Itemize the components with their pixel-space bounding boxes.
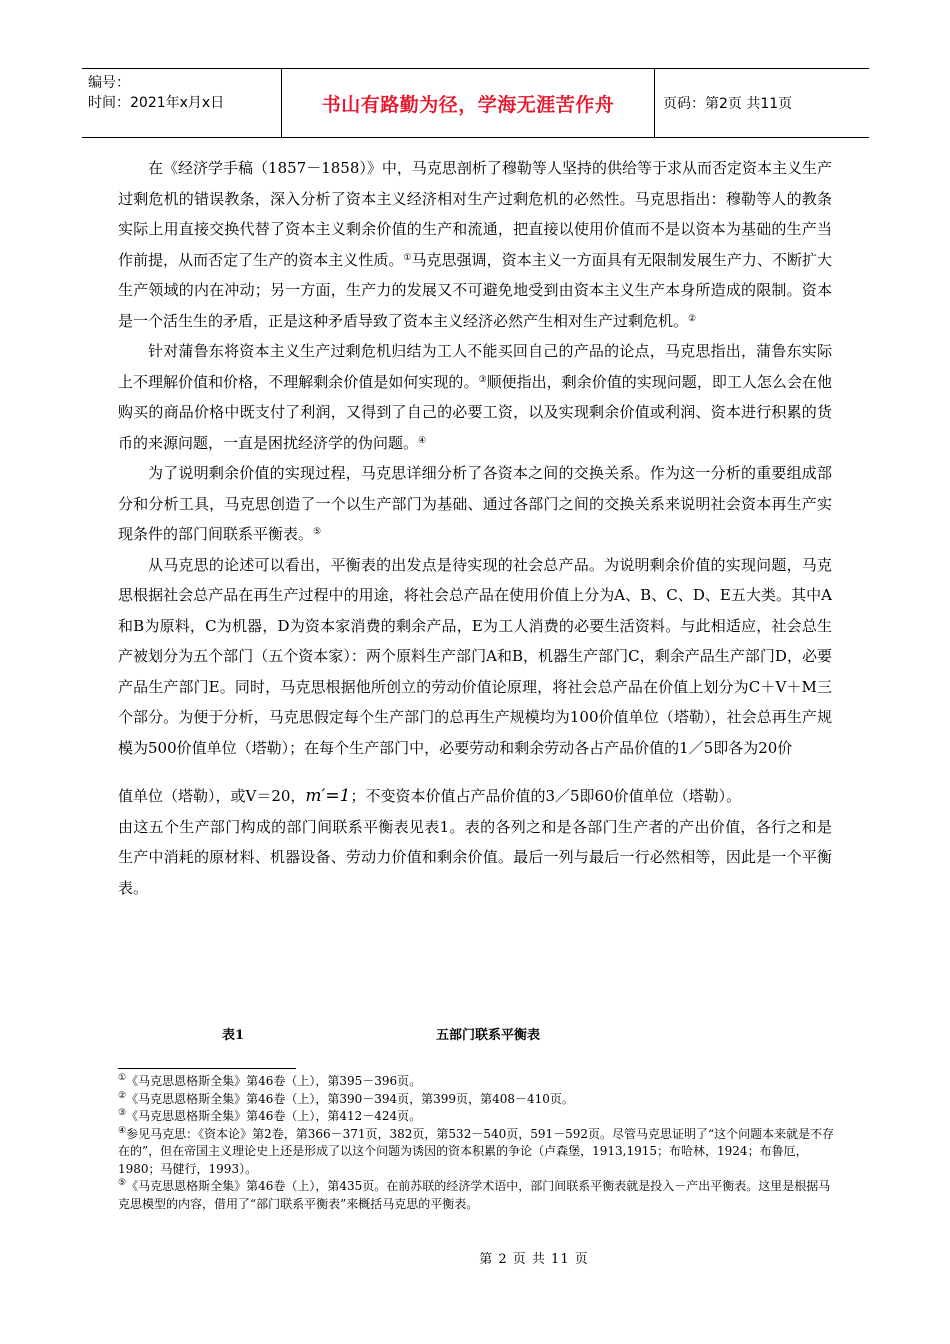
- paragraph-4: 从马克思的论述可以看出，平衡表的出发点是待实现的社会总产品。为说明剩余价值的实现问题，马克思根据社会总产品在再生产过程中的用途，将社会总产品在使用价值上分为A、B、C、D、E五大类。其中A和B为原料，C为机器，D为资本家消费的剩余产品，E为工人消费的必要生活资料。与此相适应，社会总生产被划分为五个部门（五个资本家）：两个原料生产部门A和B，机器生产部门C，剩余产品生产部门D，必要产品生产部门E。同时，马克思根据他所创立的劳动价值论原理，将社会总产品在价值上划分为C＋V＋M三个部分。为便于分析，马克思假定每个生产部门的总再生产规模均为100价值单位（塔勒），社会总再生产规模为500价值单位（塔勒）；在每个生产部门中，必要劳动和剩余劳动各占产品价值的1／5即各为20价: [118, 555, 832, 757]
- footnote-2: ②《马克思恩格斯全集》第46卷（上），第390－394页，第399页，第408－410页。: [118, 1090, 574, 1106]
- footnotes: [118, 1073, 836, 1213]
- footnote-3: ③《马克思恩格斯全集》第46卷（上），第412－424页。: [118, 1108, 422, 1123]
- table-number: 表1: [222, 1028, 245, 1043]
- footnote-4: ④参见马克思：《资本论》第2卷，第366－371页，382页，第532－540页，591－592页。尽管马克思证明了“这个问题本来就是不存在的”，但在帝国主义理论史上还是形成了以这个问题为诱因的资本积累的争论（卢森堡，1913,1915；布哈林，1924；布鲁厄，1980；马健行，1993）。: [118, 1125, 835, 1176]
- code-label: 编号：: [88, 75, 130, 91]
- formula-m-prime: m′=1: [305, 786, 351, 806]
- paragraph-5: 由这五个生产部门构成的部门间联系平衡表见表1。表的各列之和是各部门生产者的产出价值，各行之和是生产中消耗的原材料、机器设备、劳动力价值和剩余价值。最后一列与最后一行必然相等，因此是一个平衡表。: [118, 817, 832, 897]
- footnote-divider: [118, 1068, 296, 1069]
- paragraph-3: 为了说明剩余价值的实现过程，马克思详细分析了各资本之间的交换关系。作为这一分析的重要组成部分和分析工具，马克思创造了一个以生产部门为基础、通过各部门之间的交换关系来说明社会资本再生产实现条件的部门间联系平衡表。⑤: [118, 464, 832, 543]
- footnote-1: ①《马克思恩格斯全集》第46卷（上），第395－396页。: [118, 1073, 422, 1088]
- footnote-ref-3[interactable]: ③: [478, 374, 487, 385]
- paragraph-1: 在《经济学手稿（1857－1858）》中，马克思剖析了穆勒等人坚持的供给等于求从而否定资本主义生产过剩危机的错误教条，深入分析了资本主义经济相对生产过剩危机的必然性。马克思指出：穆勒等人的教条实际上用直接交换代替了资本主义剩余价值的生产和流通，把直接以使用价值而不是以资本为基础的生产当作前提，从而否定了生产的资本主义性质。①马克思强调，资本主义一方面具有无限制发展生产力、不断扩大生产领域的内在冲动；另一方面，生产力的发展又不可避免地受到由资本主义生产本身所造成的限制。资本是一个活生生的矛盾，正是这种矛盾导致了资本主义经济必然产生相对生产过剩危机。②: [118, 159, 832, 330]
- table-title: 五部门联系平衡表: [436, 1028, 541, 1043]
- body-text: [118, 153, 832, 903]
- footnote-ref-4[interactable]: ④: [418, 435, 427, 446]
- footnote-ref-1[interactable]: ①: [403, 252, 412, 263]
- header-motto: 书山有路勤为径，学海无涯苦作舟: [282, 69, 655, 137]
- page-header: [82, 68, 869, 138]
- header-meta: [82, 69, 282, 137]
- page-footer: [0, 1248, 950, 1267]
- paragraph-2: 针对蒲鲁东将资本主义生产过剩危机归结为工人不能买回自己的产品的论点，马克思指出，蒲鲁东实际上不理解价值和价格，不理解剩余价值是如何实现的。③顺便指出，剩余价值的实现问题，即工人怎么会在他购买的商品价格中既支付了利润，又得到了自己的必要工资，以及实现剩余价值或利润、资本进行积累的货币的来源问题，一直是困扰经济学的伪问题。④: [118, 342, 832, 452]
- header-page-info: 页码：第2页 共11页: [663, 96, 793, 112]
- page-number: 第 2 页 共 11 页: [479, 1252, 589, 1267]
- footnote-ref-5[interactable]: ⑤: [313, 527, 322, 537]
- footnote-5: ⑤《马克思恩格斯全集》第46卷（上），第435页。在前苏联的经济学术语中，部门间联系平衡表就是投入－产出平衡表。这里是根据马克思模型的内容，借用了“部门联系平衡表”来概括马克思的平衡表。: [118, 1178, 831, 1211]
- formula-line: 值单位（塔勒），或V＝20，m′=1；不变资本价值占产品价值的3／5即60价值单位（塔勒）。: [118, 786, 742, 806]
- time-label: 时间：2021年x月x日: [88, 95, 225, 111]
- footnote-ref-2[interactable]: ②: [688, 313, 697, 324]
